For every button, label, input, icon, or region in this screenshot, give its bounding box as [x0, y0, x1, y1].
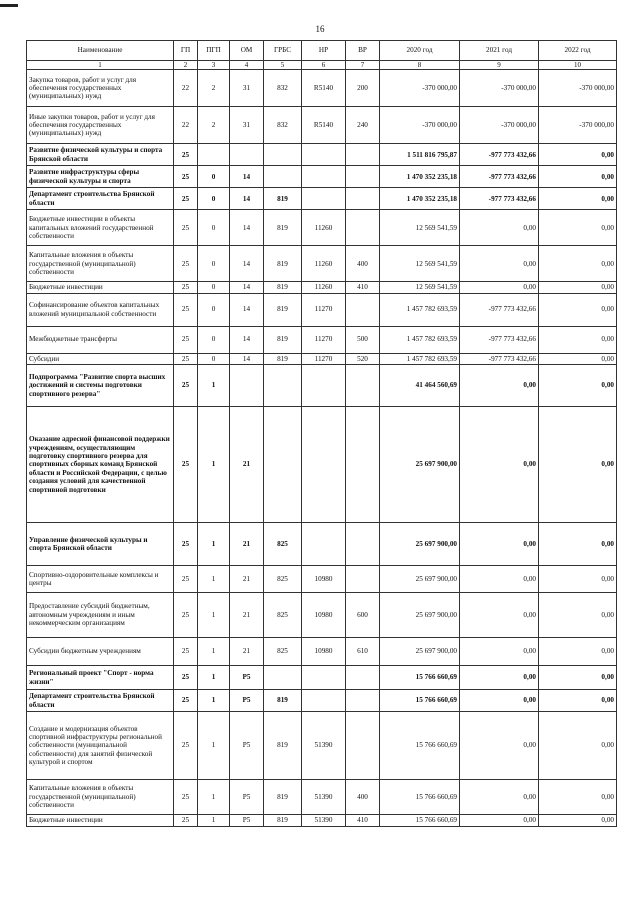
amount-2022: -370 000,00 — [539, 70, 617, 107]
vr-code — [346, 712, 380, 780]
gp-code: 25 — [174, 523, 198, 566]
column-header: ВР — [346, 41, 380, 61]
om-code: 14 — [230, 210, 264, 246]
row-name: Развитие инфраструктуры сферы физической культуры и спорта — [27, 166, 174, 188]
nr-code — [302, 523, 346, 566]
grbs-code: 819 — [264, 246, 302, 282]
column-index: 9 — [460, 61, 539, 70]
amount-2021: 0,00 — [460, 638, 539, 666]
column-index: 6 — [302, 61, 346, 70]
amount-2020: 15 766 660,69 — [380, 780, 460, 815]
gp-code: 25 — [174, 815, 198, 826]
table-row — [27, 666, 617, 690]
nr-code: 11260 — [302, 210, 346, 246]
vr-code — [346, 293, 380, 326]
gp-code: 25 — [174, 326, 198, 353]
om-code: P5 — [230, 780, 264, 815]
amount-2022: 0,00 — [539, 690, 617, 712]
om-code: 14 — [230, 353, 264, 364]
om-code: 21 — [230, 566, 264, 593]
vr-code — [346, 210, 380, 246]
row-name: Управление физической культуры и спорта Брянской области — [27, 523, 174, 566]
pgp-code: 1 — [198, 566, 230, 593]
amount-2022: 0,00 — [539, 638, 617, 666]
amount-2020: 12 569 541,59 — [380, 210, 460, 246]
amount-2022: 0,00 — [539, 780, 617, 815]
vr-code: 520 — [346, 353, 380, 364]
grbs-code — [264, 144, 302, 166]
gp-code: 25 — [174, 144, 198, 166]
nr-code: 10980 — [302, 566, 346, 593]
om-code: 21 — [230, 593, 264, 638]
vr-code: 500 — [346, 326, 380, 353]
nr-code: 51390 — [302, 815, 346, 826]
table-row — [27, 712, 617, 780]
table-row — [27, 282, 617, 293]
table-row — [27, 70, 617, 107]
grbs-code: 819 — [264, 293, 302, 326]
grbs-code — [264, 166, 302, 188]
gp-code: 25 — [174, 593, 198, 638]
amount-2022: 0,00 — [539, 210, 617, 246]
table-row — [27, 690, 617, 712]
nr-code: 11270 — [302, 353, 346, 364]
vr-code — [346, 690, 380, 712]
gp-code: 25 — [174, 166, 198, 188]
vr-code: 600 — [346, 593, 380, 638]
nr-code: R5140 — [302, 70, 346, 107]
table-row — [27, 188, 617, 210]
grbs-code — [264, 666, 302, 690]
gp-code: 25 — [174, 638, 198, 666]
amount-2022: 0,00 — [539, 166, 617, 188]
amount-2020: -370 000,00 — [380, 70, 460, 107]
amount-2022: 0,00 — [539, 566, 617, 593]
pgp-code: 0 — [198, 166, 230, 188]
column-header: 2022 год — [539, 41, 617, 61]
amount-2022: 0,00 — [539, 712, 617, 780]
row-name: Развитие физической культуры и спорта Брянской области — [27, 144, 174, 166]
amount-2020: 41 464 560,69 — [380, 365, 460, 407]
amount-2021: 0,00 — [460, 246, 539, 282]
amount-2020: 1 470 352 235,18 — [380, 166, 460, 188]
pgp-code: 1 — [198, 593, 230, 638]
table-row — [27, 293, 617, 326]
row-name: Спортивно-оздоровительные комплексы и центры — [27, 566, 174, 593]
gp-code: 22 — [174, 107, 198, 144]
amount-2021: 0,00 — [460, 690, 539, 712]
amount-2022: 0,00 — [539, 282, 617, 293]
row-name: Региональный проект "Спорт - норма жизни" — [27, 666, 174, 690]
vr-code — [346, 407, 380, 523]
row-name: Субсидии бюджетным учреждениям — [27, 638, 174, 666]
nr-code: R5140 — [302, 107, 346, 144]
vr-code: 400 — [346, 246, 380, 282]
amount-2022: 0,00 — [539, 666, 617, 690]
table-row — [27, 166, 617, 188]
vr-code — [346, 166, 380, 188]
row-name: Оказание адресной финансовой поддержки учреждениям, осуществляющим подготовку спортивного резерва для спортивных сборных команд Брянской области и Российской Федерации, с целью создания условий для качественной спортивной подготовки — [27, 407, 174, 523]
amount-2022: 0,00 — [539, 593, 617, 638]
nr-code — [302, 188, 346, 210]
nr-code — [302, 365, 346, 407]
pgp-code: 1 — [198, 815, 230, 826]
grbs-code: 825 — [264, 523, 302, 566]
grbs-code: 832 — [264, 107, 302, 144]
om-code: 14 — [230, 188, 264, 210]
row-name: Субсидии — [27, 353, 174, 364]
gp-code: 22 — [174, 70, 198, 107]
pgp-code: 1 — [198, 666, 230, 690]
grbs-code: 819 — [264, 353, 302, 364]
column-header: ОМ — [230, 41, 264, 61]
amount-2020: 15 766 660,69 — [380, 815, 460, 826]
table-row — [27, 566, 617, 593]
pgp-code: 1 — [198, 780, 230, 815]
amount-2021: 0,00 — [460, 407, 539, 523]
om-code: 21 — [230, 638, 264, 666]
amount-2022: 0,00 — [539, 353, 617, 364]
amount-2020: 1 457 782 693,59 — [380, 353, 460, 364]
gp-code: 25 — [174, 353, 198, 364]
om-code: 14 — [230, 282, 264, 293]
om-code — [230, 365, 264, 407]
nr-code — [302, 144, 346, 166]
om-code: 21 — [230, 407, 264, 523]
amount-2020: 1 511 816 795,87 — [380, 144, 460, 166]
gp-code: 25 — [174, 293, 198, 326]
amount-2021: -977 773 432,66 — [460, 326, 539, 353]
amount-2020: 25 697 900,00 — [380, 407, 460, 523]
nr-code: 11270 — [302, 293, 346, 326]
amount-2022: 0,00 — [539, 188, 617, 210]
amount-2022: -370 000,00 — [539, 107, 617, 144]
amount-2021: -370 000,00 — [460, 107, 539, 144]
vr-code — [346, 566, 380, 593]
om-code: 31 — [230, 107, 264, 144]
pgp-code: 0 — [198, 353, 230, 364]
grbs-code: 819 — [264, 815, 302, 826]
amount-2020: 15 766 660,69 — [380, 690, 460, 712]
grbs-code: 825 — [264, 566, 302, 593]
om-code: 31 — [230, 70, 264, 107]
grbs-code: 819 — [264, 690, 302, 712]
om-code: P5 — [230, 815, 264, 826]
nr-code — [302, 666, 346, 690]
vr-code — [346, 188, 380, 210]
budget-table — [26, 40, 617, 827]
row-name: Предоставление субсидий бюджетным, автономным учреждениям и иным некоммерческим организациям — [27, 593, 174, 638]
table-row — [27, 815, 617, 826]
amount-2021: -977 773 432,66 — [460, 166, 539, 188]
amount-2021: 0,00 — [460, 815, 539, 826]
row-name: Иные закупки товаров, работ и услуг для обеспечения государственных (муниципальных) нужд — [27, 107, 174, 144]
amount-2021: -977 773 432,66 — [460, 144, 539, 166]
nr-code: 10980 — [302, 593, 346, 638]
amount-2021: -977 773 432,66 — [460, 293, 539, 326]
table-row — [27, 523, 617, 566]
column-index: 8 — [380, 61, 460, 70]
row-name: Создание и модернизация объектов спортивной инфраструктуры региональной собственности (муниципальной собственности) для занятий физической культурой и спортом — [27, 712, 174, 780]
column-header: НР — [302, 41, 346, 61]
row-name: Софинансирование объектов капитальных вложений муниципальной собственности — [27, 293, 174, 326]
column-header: ПГП — [198, 41, 230, 61]
amount-2021: -977 773 432,66 — [460, 188, 539, 210]
column-header: ГП — [174, 41, 198, 61]
gp-code: 25 — [174, 712, 198, 780]
amount-2020: 25 697 900,00 — [380, 638, 460, 666]
table-row — [27, 593, 617, 638]
vr-code: 200 — [346, 70, 380, 107]
row-name: Закупка товаров, работ и услуг для обеспечения государственных (муниципальных) нужд — [27, 70, 174, 107]
grbs-code: 819 — [264, 210, 302, 246]
grbs-code — [264, 407, 302, 523]
amount-2020: 25 697 900,00 — [380, 523, 460, 566]
om-code: P5 — [230, 690, 264, 712]
grbs-code: 819 — [264, 326, 302, 353]
amount-2021: 0,00 — [460, 780, 539, 815]
table-row — [27, 638, 617, 666]
table-row — [27, 246, 617, 282]
grbs-code: 819 — [264, 712, 302, 780]
nr-code: 51390 — [302, 780, 346, 815]
table-row — [27, 353, 617, 364]
grbs-code — [264, 365, 302, 407]
grbs-code: 825 — [264, 593, 302, 638]
pgp-code: 1 — [198, 365, 230, 407]
row-name: Бюджетные инвестиции — [27, 815, 174, 826]
table-row — [27, 365, 617, 407]
om-code — [230, 144, 264, 166]
grbs-code: 832 — [264, 70, 302, 107]
pgp-code: 2 — [198, 107, 230, 144]
amount-2020: 15 766 660,69 — [380, 712, 460, 780]
column-header: ГРБС — [264, 41, 302, 61]
gp-code: 25 — [174, 246, 198, 282]
nr-code — [302, 166, 346, 188]
column-header: Наименование — [27, 41, 174, 61]
vr-code — [346, 144, 380, 166]
gp-code: 25 — [174, 666, 198, 690]
gp-code: 25 — [174, 780, 198, 815]
amount-2021: 0,00 — [460, 210, 539, 246]
amount-2022: 0,00 — [539, 293, 617, 326]
amount-2020: 1 470 352 235,18 — [380, 188, 460, 210]
grbs-code: 819 — [264, 188, 302, 210]
vr-code — [346, 365, 380, 407]
table-row — [27, 407, 617, 523]
amount-2021: 0,00 — [460, 365, 539, 407]
table-row — [27, 326, 617, 353]
row-name: Подпрограмма "Развитие спорта высших достижений и системы подготовки спортивного резерва" — [27, 365, 174, 407]
column-index: 2 — [174, 61, 198, 70]
column-index: 7 — [346, 61, 380, 70]
column-header: 2021 год — [460, 41, 539, 61]
amount-2021: 0,00 — [460, 566, 539, 593]
om-code: 14 — [230, 246, 264, 282]
amount-2021: 0,00 — [460, 523, 539, 566]
pgp-code: 0 — [198, 210, 230, 246]
table-header-row — [27, 41, 617, 61]
amount-2021: -977 773 432,66 — [460, 353, 539, 364]
gp-code: 25 — [174, 210, 198, 246]
amount-2020: 25 697 900,00 — [380, 593, 460, 638]
pgp-code: 1 — [198, 523, 230, 566]
amount-2022: 0,00 — [539, 523, 617, 566]
vr-code: 410 — [346, 282, 380, 293]
amount-2022: 0,00 — [539, 365, 617, 407]
grbs-code: 819 — [264, 282, 302, 293]
column-index: 10 — [539, 61, 617, 70]
om-code: 14 — [230, 326, 264, 353]
amount-2021: 0,00 — [460, 593, 539, 638]
row-name: Капитальные вложения в объекты государственной (муниципальной) собственности — [27, 780, 174, 815]
amount-2021: 0,00 — [460, 282, 539, 293]
row-name: Департамент строительства Брянской области — [27, 690, 174, 712]
vr-code: 410 — [346, 815, 380, 826]
pgp-code — [198, 144, 230, 166]
amount-2022: 0,00 — [539, 246, 617, 282]
column-index: 5 — [264, 61, 302, 70]
nr-code — [302, 407, 346, 523]
gp-code: 25 — [174, 690, 198, 712]
nr-code — [302, 690, 346, 712]
nr-code: 11260 — [302, 246, 346, 282]
vr-code: 240 — [346, 107, 380, 144]
column-index: 1 — [27, 61, 174, 70]
amount-2020: 15 766 660,69 — [380, 666, 460, 690]
amount-2020: -370 000,00 — [380, 107, 460, 144]
row-name: Бюджетные инвестиции — [27, 282, 174, 293]
amount-2020: 12 569 541,59 — [380, 246, 460, 282]
pgp-code: 0 — [198, 326, 230, 353]
amount-2021: -370 000,00 — [460, 70, 539, 107]
column-index: 4 — [230, 61, 264, 70]
page-number: 16 — [315, 24, 325, 34]
table-row — [27, 780, 617, 815]
om-code: 14 — [230, 293, 264, 326]
gp-code: 25 — [174, 365, 198, 407]
grbs-code: 819 — [264, 780, 302, 815]
column-header: 2020 год — [380, 41, 460, 61]
gp-code: 25 — [174, 282, 198, 293]
row-name: Межбюджетные трансферты — [27, 326, 174, 353]
vr-code: 400 — [346, 780, 380, 815]
pgp-code: 2 — [198, 70, 230, 107]
om-code: P5 — [230, 712, 264, 780]
nr-code: 11260 — [302, 282, 346, 293]
pgp-code: 0 — [198, 246, 230, 282]
pgp-code: 1 — [198, 712, 230, 780]
row-name: Бюджетные инвестиции в объекты капитальных вложений государственной собственности — [27, 210, 174, 246]
om-code: 14 — [230, 166, 264, 188]
om-code: P5 — [230, 666, 264, 690]
table-row — [27, 210, 617, 246]
amount-2020: 1 457 782 693,59 — [380, 326, 460, 353]
vr-code: 610 — [346, 638, 380, 666]
pgp-code: 0 — [198, 293, 230, 326]
amount-2020: 25 697 900,00 — [380, 566, 460, 593]
amount-2021: 0,00 — [460, 666, 539, 690]
amount-2022: 0,00 — [539, 144, 617, 166]
gp-code: 25 — [174, 407, 198, 523]
pgp-code: 0 — [198, 282, 230, 293]
gp-code: 25 — [174, 188, 198, 210]
amount-2020: 1 457 782 693,59 — [380, 293, 460, 326]
gp-code: 25 — [174, 566, 198, 593]
amount-2022: 0,00 — [539, 326, 617, 353]
amount-2022: 0,00 — [539, 815, 617, 826]
scan-edge-mark — [0, 4, 18, 7]
amount-2022: 0,00 — [539, 407, 617, 523]
amount-2021: 0,00 — [460, 712, 539, 780]
table-row — [27, 107, 617, 144]
nr-code: 10980 — [302, 638, 346, 666]
pgp-code: 1 — [198, 407, 230, 523]
nr-code: 51390 — [302, 712, 346, 780]
column-index-row — [27, 61, 617, 70]
nr-code: 11270 — [302, 326, 346, 353]
column-index: 3 — [198, 61, 230, 70]
table-row — [27, 144, 617, 166]
grbs-code: 825 — [264, 638, 302, 666]
vr-code — [346, 666, 380, 690]
pgp-code: 1 — [198, 690, 230, 712]
vr-code — [346, 523, 380, 566]
om-code: 21 — [230, 523, 264, 566]
pgp-code: 0 — [198, 188, 230, 210]
amount-2020: 12 569 541,59 — [380, 282, 460, 293]
row-name: Департамент строительства Брянской области — [27, 188, 174, 210]
pgp-code: 1 — [198, 638, 230, 666]
row-name: Капитальные вложения в объекты государственной (муниципальной) собственности — [27, 246, 174, 282]
